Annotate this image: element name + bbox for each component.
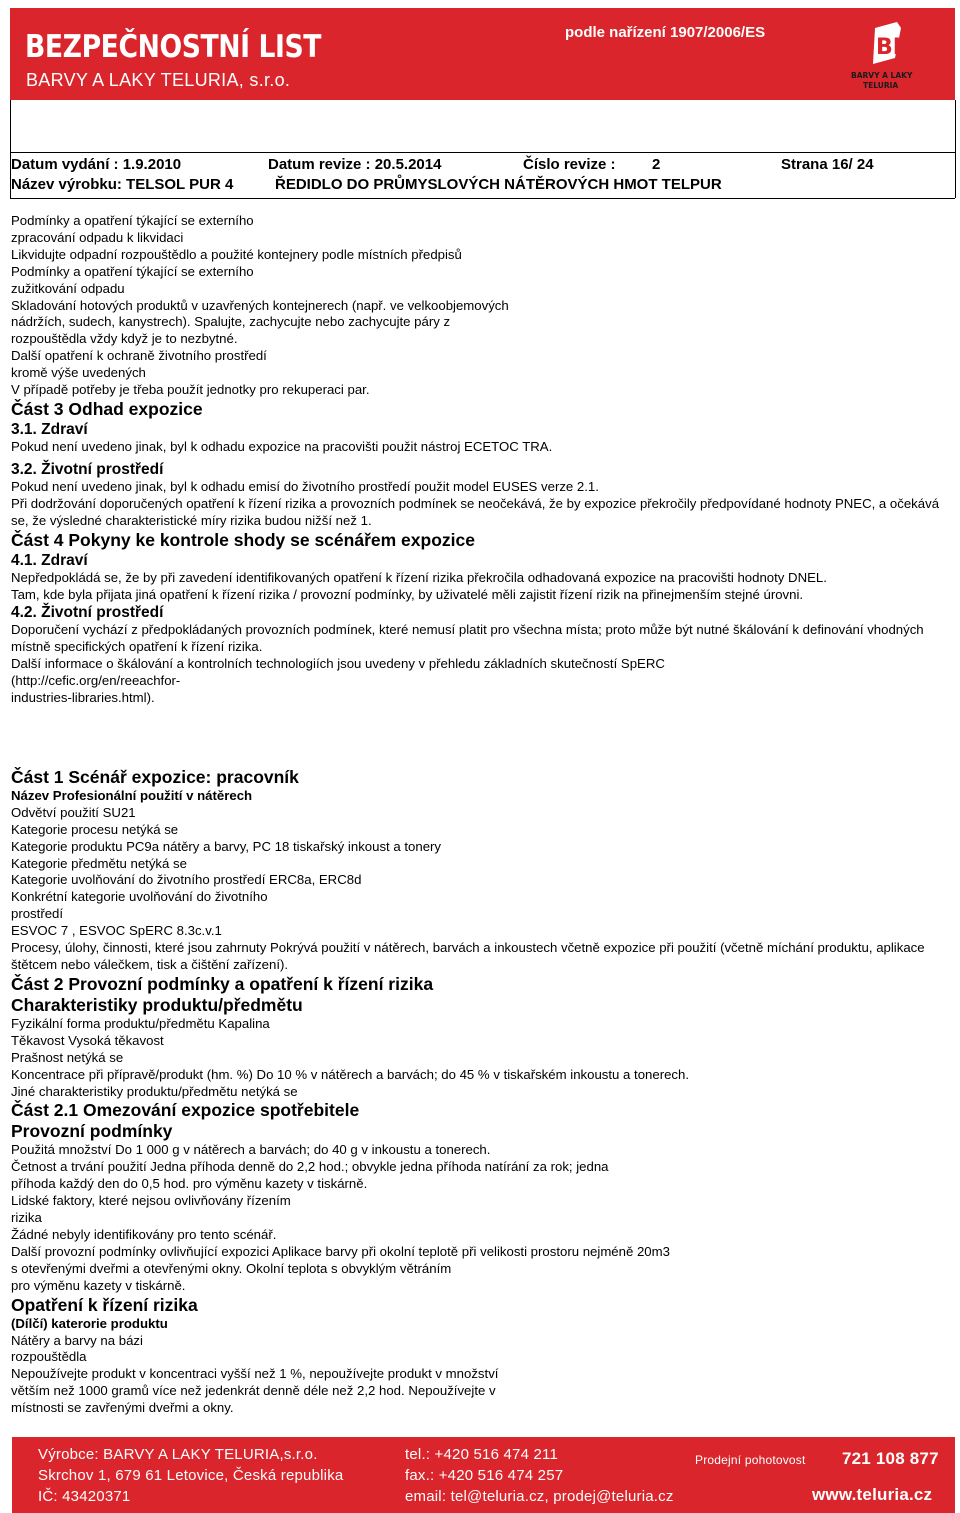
- text-line: Kategorie produktu PC9a nátěry a barvy, PC 18 tiskařský inkoust a tonery: [11, 838, 442, 854]
- text-line: kromě výše uvedených: [11, 365, 146, 381]
- text-line: rozpouštědla: [11, 1349, 87, 1365]
- subheading-4-1: 4.1. Zdraví: [11, 551, 88, 569]
- text-line: příhoda každý den do 0,5 hod. pro výměnu kazety v tiskárně.: [11, 1176, 368, 1192]
- text-line: Nátěry a barvy na bázi: [11, 1332, 143, 1348]
- text-line: Podmínky a opatření týkající se externího: [11, 213, 254, 228]
- header-divider-bottom: [10, 198, 955, 199]
- issue-date-field: Datum vydání : 1.9.2010: [11, 156, 182, 173]
- text-line: s otevřenými dveřmi a otevřenými okny. Okolní teplota s obvyklým větráním: [11, 1260, 452, 1276]
- text-line: Jiné charakteristiky produktu/předmětu netýká se: [11, 1083, 298, 1099]
- paragraph: Při dodržování doporučených opatření k řízení rizika a provozních podmínek se neočekává, že by expozice překročily předpovídané hodnoty PNEC, a očekává se, že výsledné charakteristické míry rizika budou nižší než 1.: [11, 495, 940, 528]
- section-spacer: [11, 707, 946, 767]
- text-line: Další opatření k ochraně životního prostředí: [11, 348, 267, 364]
- paragraph: Tam, kde byla přijata jiná opatření k řízení rizika / provozní podmínky, by uživatelé měli zajistit řízení rizik na přinejmenším stejné úrovni.: [11, 586, 804, 602]
- link-text: industries-libraries.html).: [11, 690, 155, 706]
- product-category-label: (Dílčí) katerorie produktu: [11, 1315, 168, 1331]
- sds-content: [11, 213, 946, 1417]
- text-line: větším než 1000 gramů více než jedenkrát denně déle než 2,2 hod. Nepoužívejte v: [11, 1383, 496, 1399]
- logo-mark: BL: [876, 35, 907, 60]
- section-heading-part4: Část 4 Pokyny ke kontrole shody se scénářem expozice: [11, 529, 475, 550]
- company-logo: [845, 18, 929, 92]
- text-line: Odvětví použití SU21: [11, 804, 136, 820]
- page-number: Strana 16/ 24: [781, 156, 874, 173]
- text-line: Kategorie procesu netýká se: [11, 821, 179, 837]
- subheading-3-1: 3.1. Zdraví: [11, 420, 88, 438]
- text-line: zpracování odpadu k likvidaci: [11, 229, 184, 245]
- text-line: V případě potřeby je třeba použít jednotky pro rekuperaci par.: [11, 382, 370, 398]
- paragraph: Procesy, úlohy, činnosti, které jsou zahrnuty Pokrývá použití v nátěrech, barvách a inkoustech včetně expozice při použití (včetně míchání produktu, aplikace štětcem nebo válečkem, tisk a čištění zařízení).: [11, 940, 925, 972]
- text-line: Fyzikální forma produktu/předmětu Kapalina: [11, 1015, 270, 1031]
- section-heading-scenario-part1: Část 1 Scénář expozice: pracovník: [11, 766, 299, 787]
- text-line: Kategorie předmětu netýká se: [11, 855, 187, 871]
- text-line: Prašnost netýká se: [11, 1049, 124, 1065]
- text-line: prostředí: [11, 906, 64, 922]
- footer-address: Skrchov 1, 679 61 Letovice, Česká republika: [38, 1467, 344, 1484]
- section-heading-scenario-part2: Část 2 Provozní podmínky a opatření k řízení rizika: [11, 973, 434, 994]
- paragraph: Pokud není uvedeno jinak, byl k odhadu expozice na pracovišti použit nástroj ECETOC TRA.: [11, 438, 553, 454]
- footer-email: email: tel@teluria.cz, prodej@teluria.cz: [405, 1488, 674, 1505]
- footer-ic: IČ: 43420371: [38, 1488, 131, 1505]
- paragraph: Pokud není uvedeno jinak, byl k odhadu emisí do životního prostředí použit model EUSES verze 2.1.: [11, 478, 599, 494]
- svg-text:BARVY A LAKY: BARVY A LAKY: [851, 71, 913, 80]
- footer-hotline-number: 721 108 877: [842, 1449, 939, 1468]
- text-line: pro výměnu kazety v tiskárně.: [11, 1277, 186, 1293]
- text-line: rizika: [11, 1210, 42, 1226]
- text-line: místnosti se zavřenými dveřmi a okny.: [11, 1400, 234, 1416]
- text-line: Použitá množství Do 1 000 g v nátěrech a barvách; do 40 g v inkoustu a tonerech.: [11, 1142, 491, 1158]
- revision-number: 2: [652, 156, 661, 173]
- text-line: Další provozní podmínky ovlivňující expozici Aplikace barvy při okolní teplotě při velikosti prostoru nejméně 20m3: [11, 1243, 670, 1259]
- section-heading-scenario-part2-1: Část 2.1 Omezování expozice spotřebitele: [11, 1100, 360, 1121]
- header-divider-top: [10, 152, 955, 153]
- text-line: Skladování hotových produktů v uzavřených kontejnerech (např. ve velkoobjemových: [11, 297, 509, 313]
- subheading-operating-conditions: Provozní podmínky: [11, 1121, 173, 1142]
- regulation-reference: podle nařízení 1907/2006/ES: [565, 24, 766, 41]
- text-line: Četnost a trvání použití Jedna příhoda denně do 2,2 hod.; obvykle jedna příhoda natírání za rok; jedna: [11, 1159, 609, 1175]
- text-line: Těkavost Vysoká těkavost: [11, 1032, 164, 1048]
- text-line: Koncentrace při přípravě/produkt (hm. %) Do 10 % v nátěrech a barvách; do 45 % v tiskařském inkoustu a tonerech.: [11, 1066, 690, 1082]
- footer-maker: Výrobce: BARVY A LAKY TELURIA,s.r.o.: [38, 1446, 318, 1463]
- scenario-name: Název Profesionální použití v nátěrech: [11, 787, 253, 803]
- subheading-3-2: 3.2. Životní prostředí: [11, 460, 164, 478]
- subheading-4-2: 4.2. Životní prostředí: [11, 604, 164, 622]
- footer-hotline-label: Prodejní pohotovost: [695, 1453, 806, 1467]
- text-line: Podmínky a opatření týkající se externího: [11, 263, 254, 279]
- text-line: Žádné nebyly identifikovány pro tento scénář.: [11, 1226, 277, 1242]
- product-description: ŘEDIDLO DO PRŮMYSLOVÝCH NÁTĚROVÝCH HMOT TELPUR: [275, 176, 722, 193]
- text-line: Konkrétní kategorie uvolňování do životního: [11, 889, 268, 905]
- product-name-field: Název výrobku: TELSOL PUR 4: [11, 176, 234, 193]
- text-line: Nepoužívejte produkt v koncentraci vyšší než 1 %, nepoužívejte produkt v množství: [11, 1366, 499, 1382]
- subheading-risk-measures: Opatření k řízení rizika: [11, 1294, 198, 1315]
- link-text: (http://cefic.org/en/reeachfor-: [11, 673, 181, 689]
- revision-date-field: Datum revize : 20.5.2014: [268, 156, 442, 173]
- text-line: Lidské faktory, které nejsou ovlivňovány řízením: [11, 1193, 291, 1209]
- text-line: zužitkování odpadu: [11, 280, 125, 296]
- document-title: BEZPEČNOSTNÍ LIST: [25, 29, 322, 65]
- company-name: BARVY A LAKY TELURIA, s.r.o.: [26, 70, 291, 90]
- text-line: Kategorie uvolňování do životního prostředí ERC8a, ERC8d: [11, 872, 362, 888]
- svg-text:TELURIA: TELURIA: [863, 81, 899, 90]
- footer-fax: fax.: +420 516 474 257: [405, 1467, 564, 1484]
- footer-band: [12, 1437, 955, 1513]
- text-line: ESVOC 7 , ESVOC SpERC 8.3c.v.1: [11, 923, 222, 939]
- footer-phone: tel.: +420 516 474 211: [405, 1446, 559, 1463]
- paragraph: Doporučení vychází z předpokládaných provozních podmínek, které nemusí platit pro všechna místa; proto může být nutné škálování k definování vhodných místně specifických opatření k řízení rizika.: [11, 622, 924, 655]
- paragraph: Další informace o škálování a kontrolních technologiích jsou uvedeny v přehledu základních skutečností SpERC: [11, 656, 665, 672]
- text-line: rozpouštědla vždy když je to nezbytné.: [11, 331, 238, 347]
- paragraph: Nepředpokládá se, že by při zavedení identifikovaných opatření k řízení rizika překročila odhadovaná expozice na pracovišti hodnoty DNEL.: [11, 569, 827, 585]
- header-right-border: [955, 100, 956, 198]
- subheading-characteristics: Charakteristiky produktu/předmětu: [11, 994, 303, 1015]
- footer-website: www.teluria.cz: [812, 1485, 933, 1504]
- revision-number-label: Číslo revize :: [523, 156, 616, 173]
- text-line: Likvidujte odpadní rozpouštědlo a použité kontejnery podle místních předpisů: [11, 246, 462, 262]
- text-line: nádržích, sudech, kanystrech). Spalujte, zachycujte nebo zachycujte páry z: [11, 314, 451, 330]
- section-heading-part3: Část 3 Odhad expozice: [11, 398, 203, 419]
